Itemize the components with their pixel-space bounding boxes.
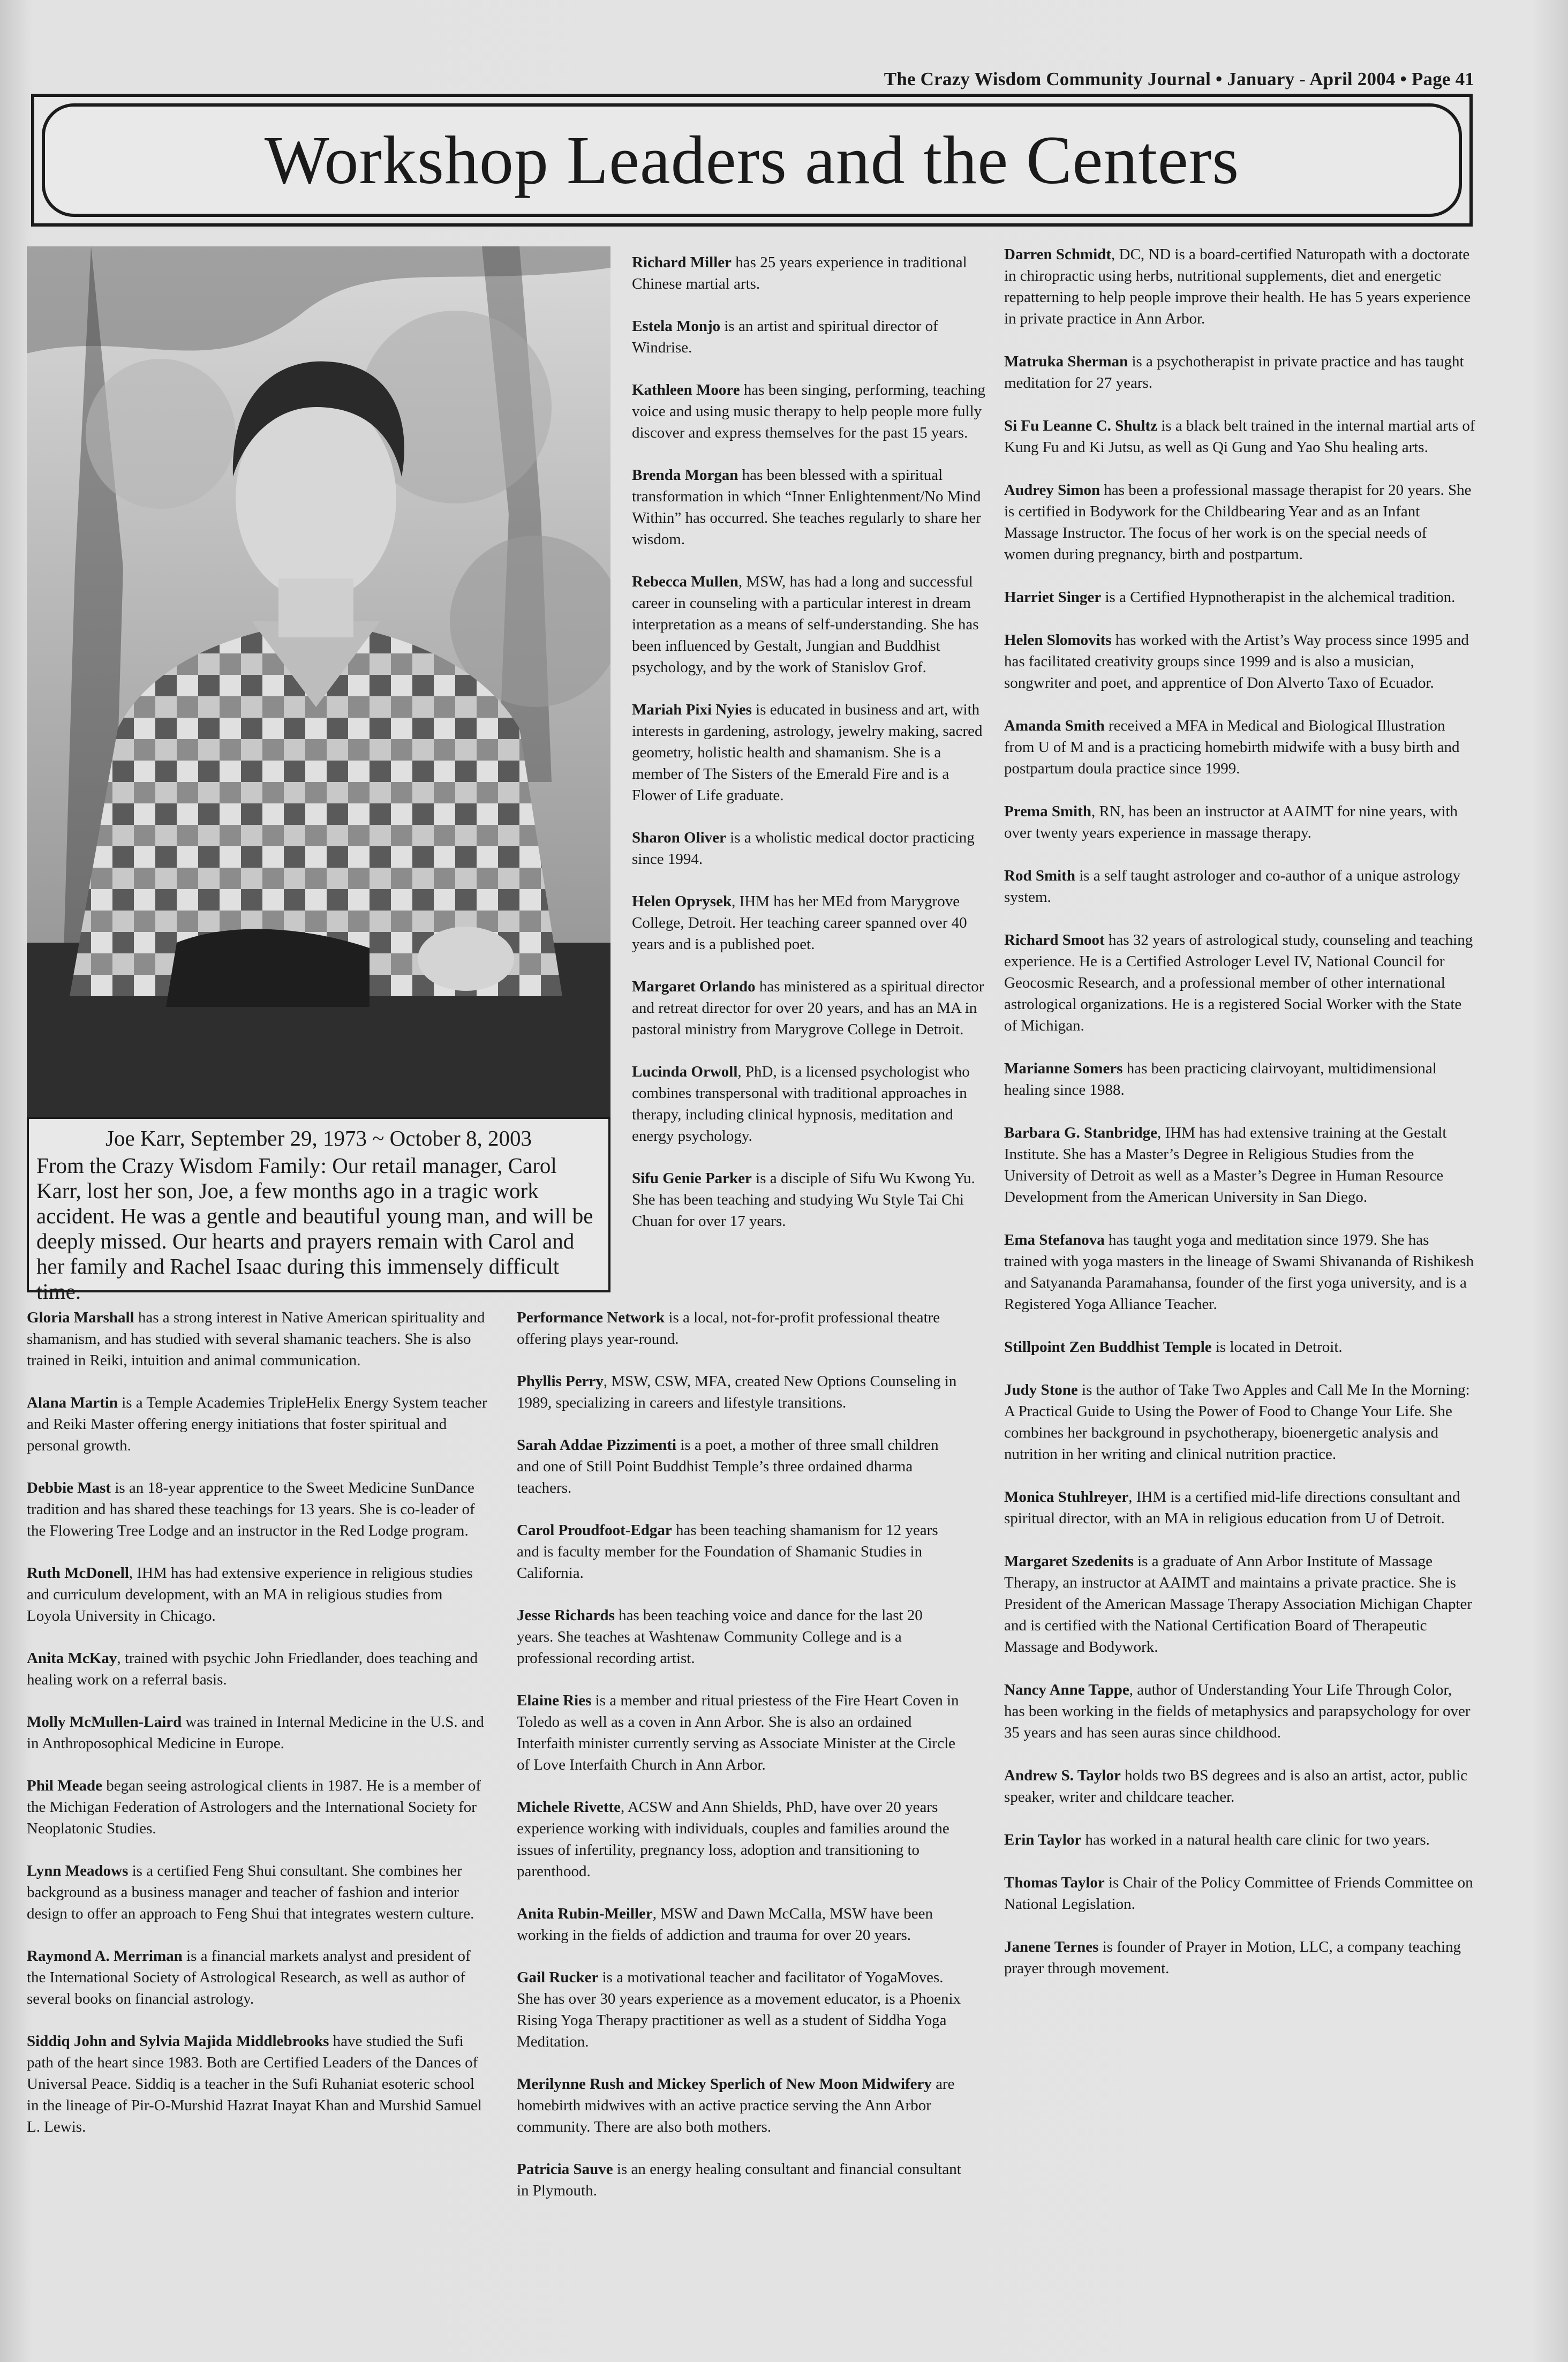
memorial-photo-frame [27, 246, 610, 1114]
bio-entry: Carol Proudfoot-Edgar has been teaching shamanism for 12 years and is faculty member for the Foundation of Shamanic Studies in California. [517, 1522, 938, 1582]
bio-entry: Margaret Orlando has ministered as a spiritual director and retreat director for over 20 years, and has an MA in pastoral ministry from Marygrove College in Detroit. [632, 978, 984, 1038]
bio-entry: Rod Smith is a self taught astrologer and co-author of a unique astrology system. [1004, 867, 1461, 906]
memorial-caption [27, 1117, 610, 1304]
bio-entry: Prema Smith, RN, has been an instructor at AAIMT for nine years, with over twenty years experience in massage therapy. [1004, 803, 1458, 841]
bio-entry: Judy Stone is the author of Take Two Apples and Call Me In the Morning: A Practical Guide to Using the Power of Food to Change Your Life. She combines her background in psychotherapy, bioenergetic analysis and nutrition in her writing and clinical nutrition practice. [1004, 1381, 1470, 1463]
portrait-illustration [27, 246, 610, 1117]
bio-entry: Barbara G. Stanbridge, IHM has had extensive training at the Gestalt Institute. She has a Master’s Degree in Religious Studies from the University of Detroit as well as a Master’s Degree in Human Resource Development from the American University in San Diego. [1004, 1124, 1447, 1206]
bio-entry: Marianne Somers has been practicing clairvoyant, multidimensional healing since 1988. [1004, 1060, 1437, 1099]
bio-entry: Margaret Szedenits is a graduate of Ann Arbor Institute of Massage Therapy, an instructor at AAIMT and maintains a private practice. She is President of the American Massage Therapy Association Michigan Chapter and is certified with the National Certification Board of Therapeutic Massage and Bodywork. [1004, 1553, 1473, 1656]
bio-entry: Kathleen Moore has been singing, performing, teaching voice and using music therapy to help people more fully discover and express themselves for the past 15 years. [632, 381, 985, 441]
bio-entry: Amanda Smith received a MFA in Medical and Biological Illustration from U of M and is a practicing homebirth midwife with a busy birth and postpartum doula practice since 1999. [1004, 717, 1460, 777]
bio-entry: Audrey Simon has been a professional massage therapist for 20 years. She is certified in Bodywork for the Childbearing Year and as an Infant Massage Instructor. The focus of her work is on the special needs of women during pregnancy, birth and postpartum. [1004, 482, 1472, 563]
bio-entry: Alana Martin is a Temple Academies TripleHelix Energy System teacher and Reiki Master offering energy initiations that foster spiritual and personal growth. [27, 1394, 487, 1454]
bio-entry: Si Fu Leanne C. Shultz is a black belt trained in the internal martial arts of Kung Fu and Ki Jutsu, as well as Qi Gung and Yao Shu healing arts. [1004, 417, 1475, 456]
bio-entry: Richard Miller has 25 years experience in traditional Chinese martial arts. [632, 254, 967, 292]
bio-entry: Janene Ternes is founder of Prayer in Motion, LLC, a company teaching prayer through movement. [1004, 1938, 1461, 1977]
journal-header: The Crazy Wisdom Community Journal • January - April 2004 • Page 41 [884, 69, 1474, 89]
bio-entry: Debbie Mast is an 18-year apprentice to the Sweet Medicine SunDance tradition and has shared these teachings for 13 years. She is co-leader of the Flowering Tree Lodge and an instructor in the Red Lodge program. [27, 1479, 475, 1539]
bio-entry: Michele Rivette, ACSW and Ann Shields, PhD, have over 20 years experience working with individuals, couples and families around the issues of infertility, pregnancy loss, adoption and transitioning to parenthood. [517, 1799, 949, 1880]
bio-entry: Brenda Morgan has been blessed with a spiritual transformation in which “Inner Enlightenment/No Mind Within” has occurred. She teaches regularly to share her wisdom. [632, 467, 981, 548]
bio-entry: Nancy Anne Tappe, author of Understanding Your Life Through Color, has been working in the fields of metaphysics and parapsychology for over 35 years and has seen auras since childhood. [1004, 1681, 1471, 1741]
column-1 [27, 1307, 490, 2158]
page-title: Workshop Leaders and the Centers [264, 122, 1240, 198]
bio-entry: Patricia Sauve is an energy healing consultant and financial consultant in Plymouth. [517, 2161, 961, 2199]
bio-entry: Performance Network is a local, not-for-profit professional theatre offering plays year-round. [517, 1309, 940, 1348]
bio-entry: Harriet Singer is a Certified Hypnotherapist in the alchemical tradition. [1004, 589, 1456, 606]
bio-entry: Lynn Meadows is a certified Feng Shui consultant. She combines her background as a business manager and teacher of fashion and interior design to offer an approach to Feng Shui that integrates western culture. [27, 1862, 474, 1922]
bio-entry: Estela Monjo is an artist and spiritual director of Windrise. [632, 318, 938, 356]
bio-entry: Erin Taylor has worked in a natural health care clinic for two years. [1004, 1831, 1430, 1848]
bio-entry: Gail Rucker is a motivational teacher and facilitator of YogaMoves. She has over 30 years experience as a movement educator, is a Phoenix Rising Yoga Therapy practitioner as well as a student of Siddha Yoga Meditation. [517, 1969, 961, 2050]
bio-entry: Sifu Genie Parker is a disciple of Sifu Wu Kwong Yu. She has been teaching and studying Wu Style Tai Chi Chuan for over 17 years. [632, 1170, 975, 1230]
bio-entry: Matruka Sherman is a psychotherapist in private practice and has taught meditation for 27 years. [1004, 353, 1464, 392]
bio-entry: Monica Stuhlreyer, IHM is a certified mid-life directions consultant and spiritual director, with an MA in religious education from U of Detroit. [1004, 1488, 1460, 1527]
title-pill [42, 103, 1462, 217]
bio-entry: Merilynne Rush and Mickey Sperlich of New Moon Midwifery are homebirth midwives with an active practice serving the Ann Arbor community. There are also both mothers. [517, 2075, 955, 2135]
bio-entry: Phyllis Perry, MSW, CSW, MFA, created New Options Counseling in 1989, specializing in careers and lifestyle transitions. [517, 1373, 957, 1411]
bio-entry: Helen Oprysek, IHM has her MEd from Marygrove College, Detroit. Her teaching career spanned over 40 years and is a published poet. [632, 893, 967, 953]
bio-entry: Elaine Ries is a member and ritual priestess of the Fire Heart Coven in Toledo as well as a coven in Ann Arbor. She is also an ordained Interfaith minister currently serving as Associate Minister at the Circle of Love Interfaith Church in Ann Arbor. [517, 1692, 959, 1773]
bio-entry: Sarah Addae Pizzimenti is a poet, a mother of three small children and one of Still Point Buddhist Temple’s three ordained dharma teachers. [517, 1436, 939, 1496]
bio-entry: Richard Smoot has 32 years of astrological study, counseling and teaching experience. He is a Certified Astrologer Level IV, National Council for Geocosmic Research, and a professional member of other international astrological organizations. He is a registered Social Worker with the State of Michigan. [1004, 931, 1473, 1034]
caption-body: From the Crazy Wisdom Family: Our retail manager, Carol Karr, lost her son, Joe, a few months ago in a tragic work accident. He was a gentle and beautiful young man, and will be deeply missed. Our hearts and prayers remain with Carol and her family and Rachel Isaac during this immensely difficult time. [36, 1153, 593, 1304]
bio-entry: Anita McKay, trained with psychic John Friedlander, does teaching and healing work on a referral basis. [27, 1650, 478, 1688]
bio-entry: Raymond A. Merriman is a financial markets analyst and president of the International Society of Astrological Research, as well as author of several books on financial astrology. [27, 1947, 471, 2007]
memorial-photo [27, 246, 610, 1117]
bio-entry: Molly McMullen-Laird was trained in Internal Medicine in the U.S. and in Anthroposophical Medicine in Europe. [27, 1713, 484, 1752]
caption-title: Joe Karr, September 29, 1973 ~ October 8, 2003 [105, 1126, 532, 1150]
bio-entry: Anita Rubin-Meiller, MSW and Dawn McCalla, MSW have been working in the fields of addiction and trauma for over 20 years. [517, 1905, 933, 1944]
bio-entry: Gloria Marshall has a strong interest in Native American spirituality and shamanism, and has studied with several shamanic teachers. She is also trained in Reiki, intuition and animal communication. [27, 1309, 485, 1369]
bio-entry: Helen Slomovits has worked with the Artist’s Way process since 1995 and has facilitated creativity groups since 1999 and is also a musician, songwriter and poet, and apprentice of Don Alverto Taxo of Ecuador. [1004, 631, 1469, 691]
bio-entry: Andrew S. Taylor holds two BS degrees and is also an artist, actor, public speaker, writer and childcare teacher. [1004, 1767, 1468, 1806]
column-3 [1004, 244, 1475, 2000]
bio-entry: Lucinda Orwoll, PhD, is a licensed psychologist who combines transpersonal with traditional approaches in therapy, including clinical hypnosis, meditation and energy psychology. [632, 1063, 970, 1145]
bio-entry: Mariah Pixi Nyies is educated in business and art, with interests in gardening, astrology, jewelry making, sacred geometry, holistic health and shamanism. She is a member of The Sisters of the Emerald Fire and is a Flower of Life graduate. [632, 701, 983, 804]
column-2-lower [517, 1307, 961, 2222]
title-banner [31, 94, 1473, 227]
bio-entry: Jesse Richards has been teaching voice and dance for the last 20 years. She teaches at Washtenaw Community College and is a professional recording artist. [517, 1607, 923, 1667]
bio-entry: Siddiq John and Sylvia Majida Middlebrooks have studied the Sufi path of the heart since 1983. Both are Certified Leaders of the Dances of Universal Peace. Siddiq is a teacher in the Sufi Ruhaniat esoteric school in the lineage of Pir-O-Murshid Hazrat Inayat Khan and Murshid Samuel L. Lewis. [27, 2033, 482, 2135]
bio-entry: Sharon Oliver is a wholistic medical doctor practicing since 1994. [632, 829, 975, 868]
bio-entry: Ema Stefanova has taught yoga and meditation since 1979. She has trained with yoga masters in the lineage of Swami Shivananda of Rishikesh and Satyananda Paramahansa, founder of the first yoga university, and is a Registered Yoga Alliance Teacher. [1004, 1231, 1474, 1313]
bio-entry: Stillpoint Zen Buddhist Temple is located in Detroit. [1004, 1338, 1343, 1356]
bio-entry: Darren Schmidt, DC, ND is a board-certified Naturopath with a doctorate in chiropractic using herbs, nutritional supplements, diet and energetic repatterning to help people improve their health. He has 5 years experience in private practice in Ann Arbor. [1004, 246, 1471, 327]
column-2-upper [632, 252, 985, 1253]
bio-entry: Phil Meade began seeing astrological clients in 1987. He is a member of the Michigan Federation of Astrologers and the International Society for Neoplatonic Studies. [27, 1777, 481, 1837]
bio-entry: Rebecca Mullen, MSW, has had a long and successful career in counseling with a particular interest in dream interpretation as a means of self-understanding. She has been influenced by Gestalt, Jungian and Buddhist psychology, and by the work of Stanislov Grof. [632, 573, 979, 676]
bio-entry: Ruth McDonell, IHM has had extensive experience in religious studies and curriculum development, with an MA in religious studies from Loyola University in Chicago. [27, 1564, 473, 1624]
bio-entry: Thomas Taylor is Chair of the Policy Committee of Friends Committee on National Legislation. [1004, 1874, 1473, 1913]
